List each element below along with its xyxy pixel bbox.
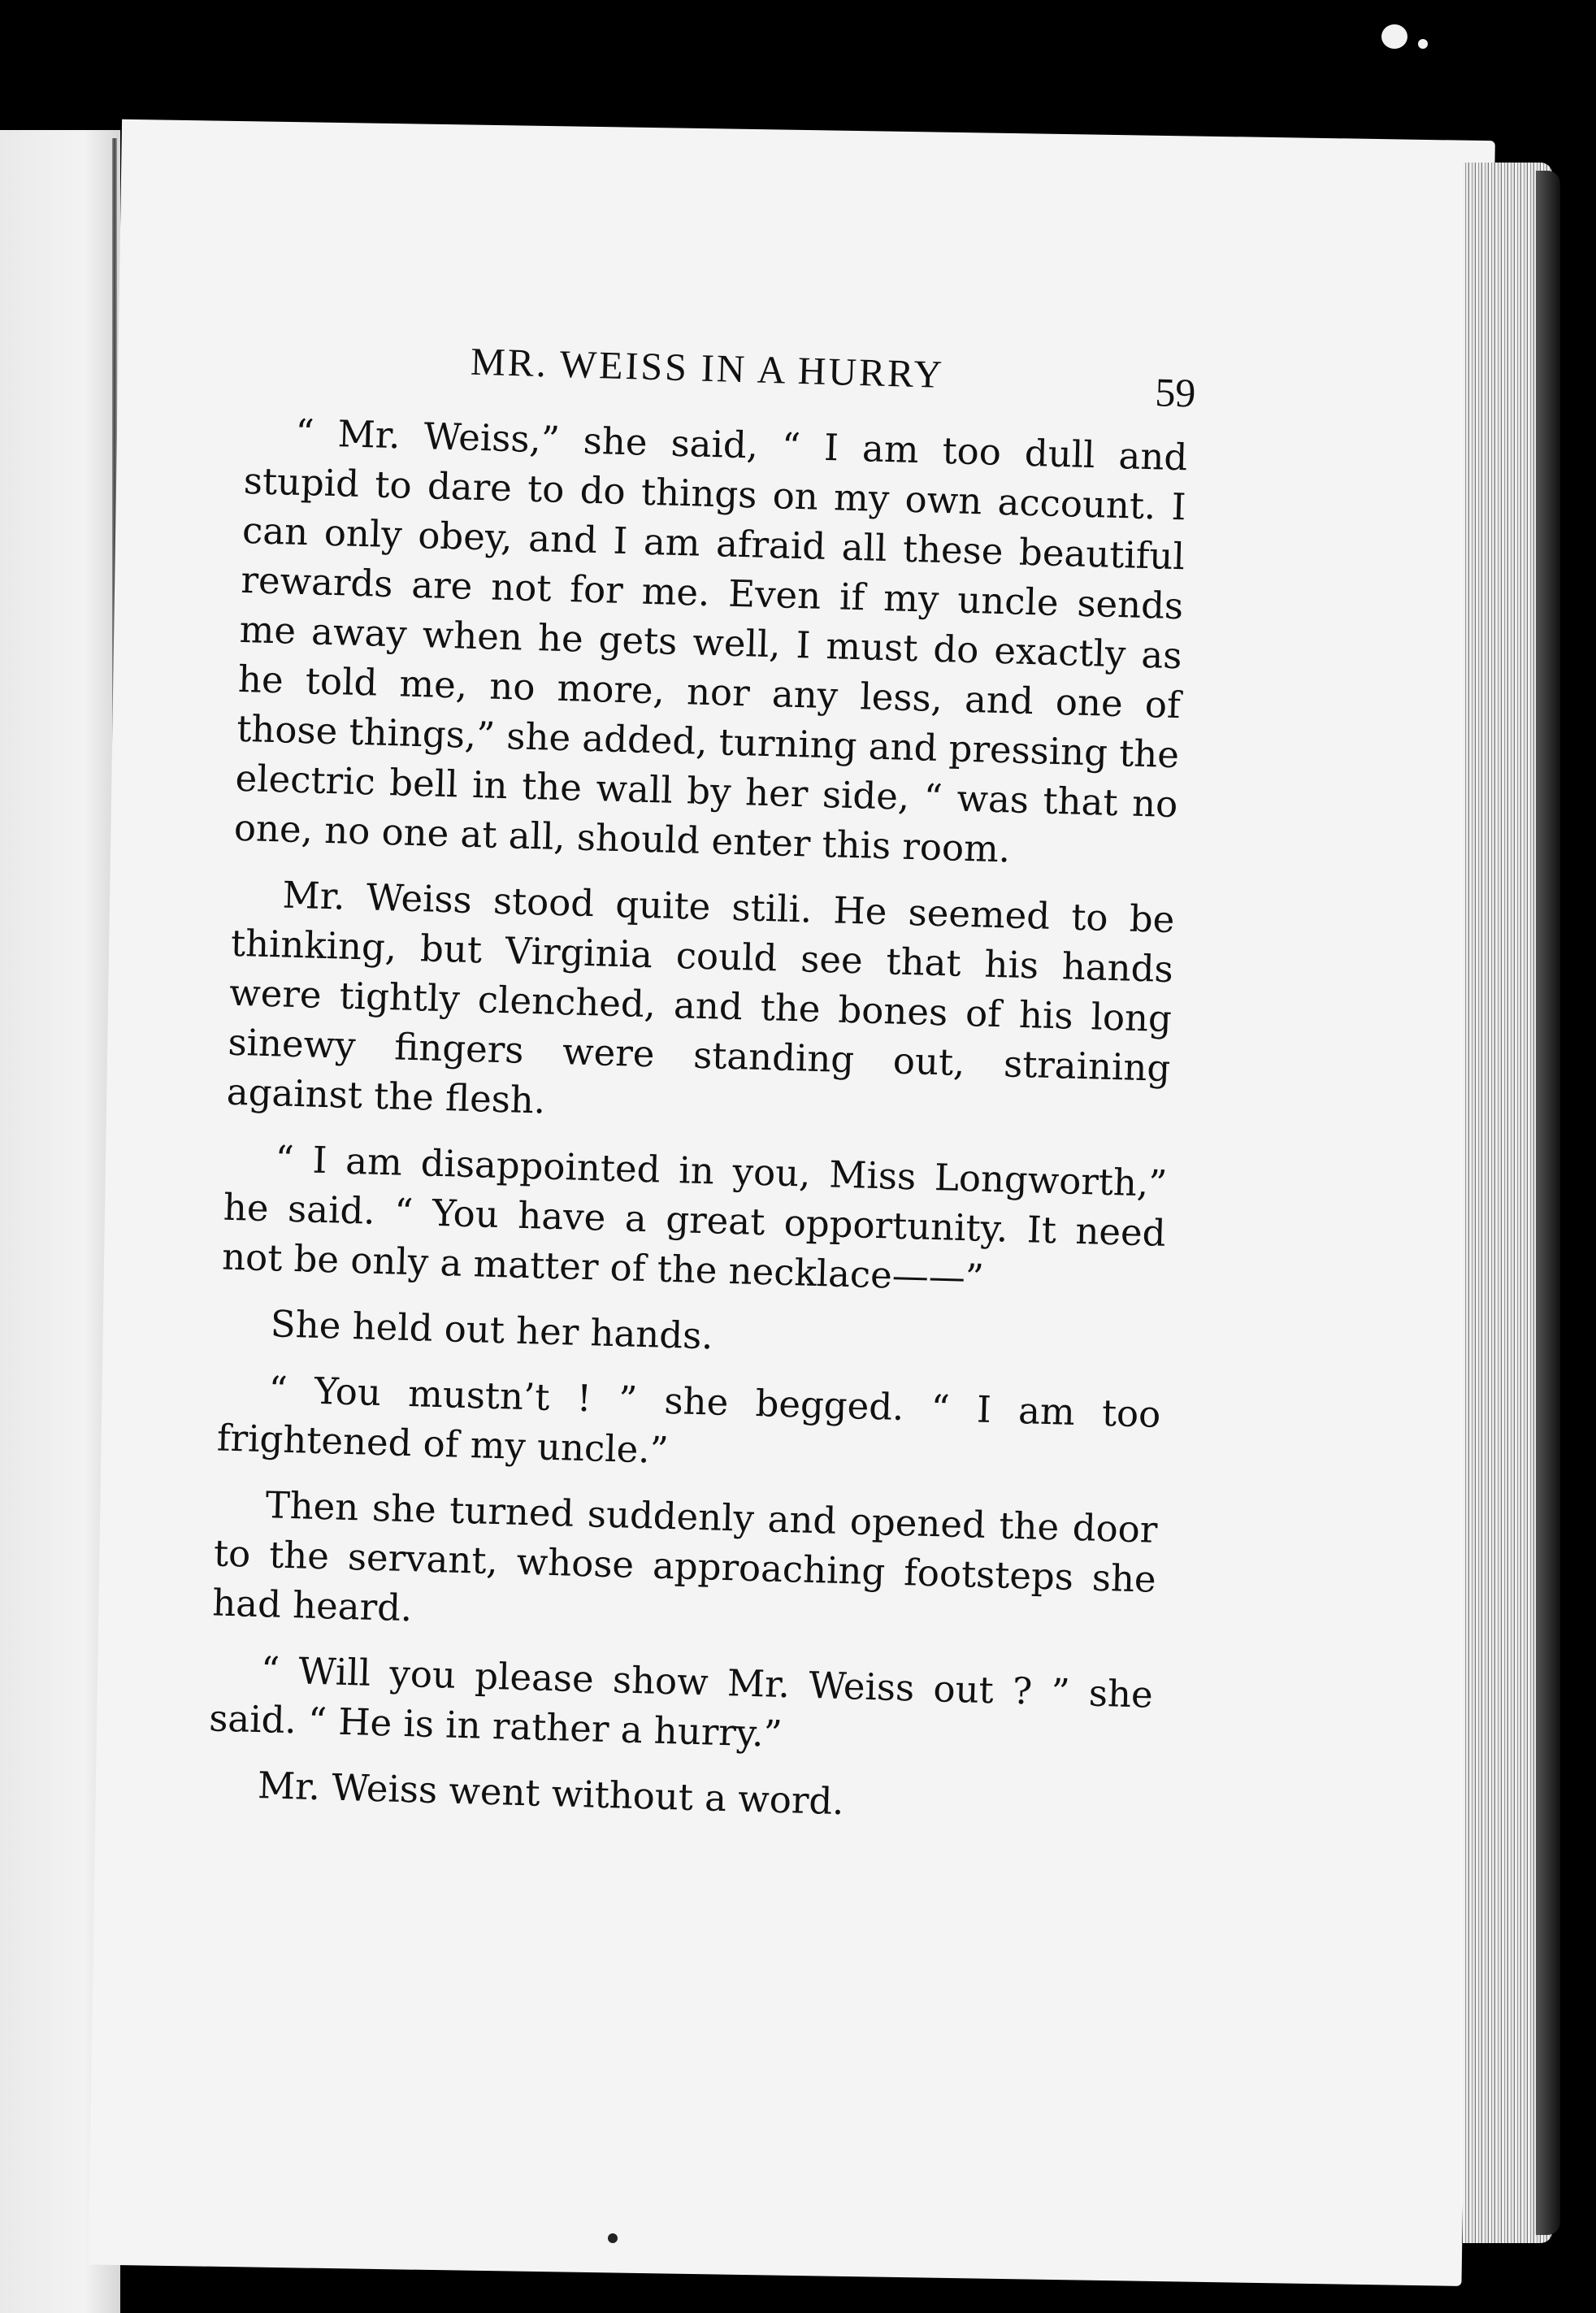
paragraph: “ You mustn’t ! ” she begged. “ I am too frightened of my uncle.” [216, 1368, 1162, 1472]
dust-speck [608, 2233, 618, 2243]
paragraph: Mr. Weiss stood quite stili. He seemed to be thinking, but Virginia could see that his hands were tightly clenched, and the bones of his long sinewy fingers were standing out, straining against the flesh. [226, 873, 1176, 1122]
running-title: MR. WEISS IN A HURRY [470, 340, 945, 397]
dust-speck [1381, 24, 1407, 49]
paragraph: “ Will you please show Mr. Weiss out ? ” she said. “ He is in rather a hurry.” [208, 1648, 1154, 1756]
paragraph: Mr. Weiss went without a word. [257, 1764, 845, 1824]
page-text-block [206, 333, 1197, 1835]
paragraph: Then she turned suddenly and opened the door to the servant, whose approaching footsteps she had heard. [211, 1483, 1159, 1630]
page-edge-shadow [1536, 171, 1560, 2235]
dust-speck [1418, 39, 1428, 49]
paragraph: She held out her hands. [270, 1302, 714, 1358]
page-number: 59 [1154, 369, 1197, 416]
paragraph: “ Mr. Weiss,” she said, “ I am too dull and stupid to dare to do things on my own account. I can only obey, and I am afraid all these beautiful rewards are not for me. Even if my uncle sends me away when he gets well, I must do exactly as he told me, no more, nor any less, and one of those things,” she added, turning and pressing the electric bell in the wall by her side, “ was that no one, no one at all, should enter this room. [233, 410, 1188, 871]
paragraph: “ I am disappointed in you, Miss Longworth,” he said. “ You have a great opportunity. It need not be only a matter of the necklace——” [221, 1137, 1168, 1300]
